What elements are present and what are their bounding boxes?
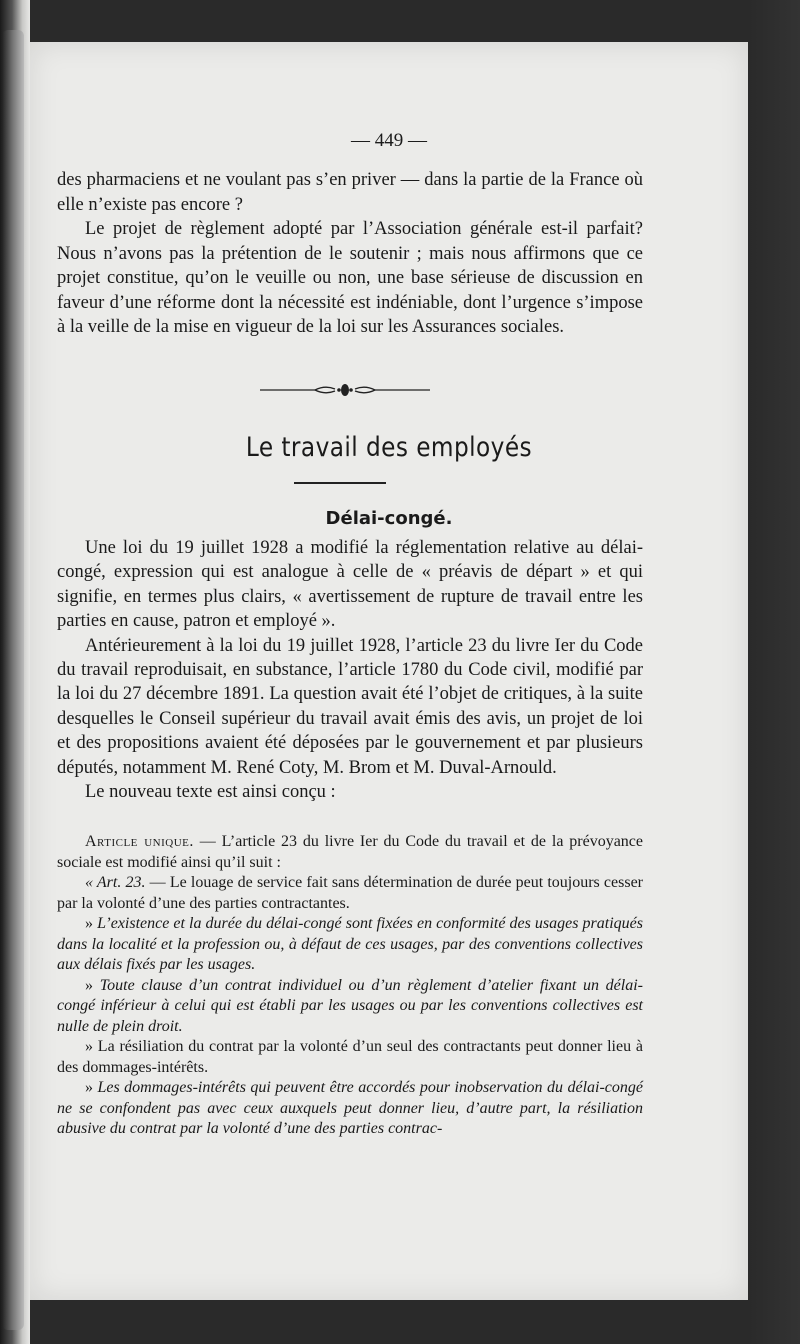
- clause-prefix: »: [85, 976, 100, 994]
- main-paragraph-1: Une loi du 19 juillet 1928 a modifié la réglementation relative au délai-congé, expression qui est analogue à celle de « préavis de départ » et qui signifie, en termes plus clairs, « avertissement de rupture de travail entre les parties en cause, patron et employé ».: [57, 538, 643, 632]
- intro-paragraph-1: des pharmaciens et ne voulant pas s’en priver — dans la partie de la France où elle n’existe pas encore ?: [57, 170, 643, 215]
- background-shadow: [748, 0, 800, 1344]
- clause-4: [57, 1078, 643, 1140]
- main-paragraph-3: Le nouveau texte est ainsi conçu :: [85, 782, 336, 803]
- ornament-divider-icon: [260, 380, 430, 400]
- book-binding: [2, 30, 24, 1330]
- title-rule: [294, 482, 386, 484]
- main-paragraph-2: Antérieurement à la loi du 19 juillet 1928, l’article 23 du livre Ier du Code du travail reproduisait, en substance, l’article 1780 du Code civil, modifié par la loi du 27 décembre 1891. La question avait été l’objet de critiques, à la suite desquelles le Conseil supérieur du travail avait émis des avis, un projet de loi et des propositions avaient été déposées par le gouvernement et par plusieurs députés, notamment M. René Coty, M. Brom et M. Duval-Arnould.: [57, 635, 643, 778]
- section-title: Le travail des employés: [245, 432, 533, 463]
- clause-text: Les dommages-intérêts qui peuvent être accordés pour inobservation du délai-congé ne se confondent pas avec ceux auxquels peut donner lieu, d’autre part, la résiliation abusive du contrat par la volonté d’une des parties contrac-: [57, 1079, 643, 1137]
- ornament-divider: [260, 380, 430, 400]
- clause-3: [57, 1037, 643, 1078]
- article-intro: — L’article 23 du livre Ier du Code du travail et de la prévoyance sociale est modifié ainsi qu’il suit :: [57, 833, 644, 871]
- clause-text: Toute clause d’un contrat individuel ou d’un règlement d’atelier fixant un délai-congé inférieur à celui qui est établi par les usages ou par les conventions collectives est nulle de plein droit.: [57, 976, 644, 1035]
- clause-prefix: »: [85, 1038, 98, 1055]
- clause-text: L’existence et la durée du délai-congé sont fixées en conformité des usages pratiqués dans la localité et la profession ou, à défaut de ces usages, par des conventions collectives aux délais fixés par les usages.: [57, 915, 644, 973]
- clause-1: [57, 914, 643, 976]
- art-23-paragraph: [57, 873, 643, 914]
- clause-prefix: »: [85, 915, 98, 932]
- art-label: « Art. 23.: [85, 874, 146, 891]
- subsection-title: Délai-congé.: [325, 508, 453, 529]
- intro-paragraph-2: Le projet de règlement adopté par l’Association générale est-il parfait? Nous n’avons pas la prétention de le soutenir ; mais nous affirmons que ce projet constitue, qu’on le veuille ou non, une base sérieuse de discussion en faveur d’une réforme dont la nécessité est indéniable, dont l’urgence s’impose à la veille de la mise en vigueur de la loi sur les Assurances sociales.: [57, 219, 643, 337]
- art-text: — Le louage de service fait sans détermination de durée peut toujours cesser par la volonté d’une des parties contractantes.: [57, 874, 644, 912]
- article-heading: Article unique.: [85, 833, 194, 850]
- article-paragraph: [57, 832, 643, 873]
- clause-prefix: »: [85, 1079, 98, 1096]
- main-text: [57, 536, 643, 804]
- document-page: [30, 42, 748, 1300]
- intro-text: [57, 168, 643, 340]
- page-number: — 449 —: [351, 130, 427, 151]
- clause-2: [57, 976, 643, 1038]
- clause-text: La résiliation du contrat par la volonté d’un seul des contractants peut donner lieu à des dommages-intérêts.: [57, 1038, 643, 1076]
- article-text: [57, 832, 643, 1140]
